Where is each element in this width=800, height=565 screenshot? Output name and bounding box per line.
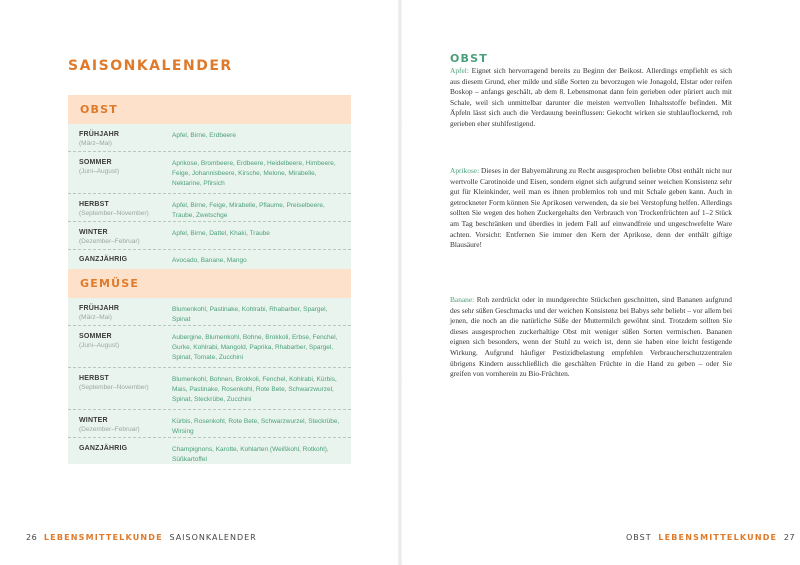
season-label: WINTER	[79, 229, 108, 236]
season-label: SOMMER	[79, 159, 112, 166]
table-row	[68, 152, 351, 194]
table-row	[68, 250, 351, 269]
paragraph-term: Apfel:	[450, 66, 469, 75]
table-row	[68, 194, 351, 222]
season-label: GANZJÄHRIG	[79, 445, 128, 452]
season-items: Aubergine, Blumenkohl, Bohne, Brokkoli, Erbse, Fenchel, Gurke, Kohlrabi, Mangold, Paprika, Rhabarber, Spargel, Spinat, Tomate, Zucchini	[172, 334, 338, 361]
paragraph-text: Roh zerdrückt oder in mundgerechte Stückchen geschnitten, sind Bananen aufgrund des sehr süßen Geschmacks und der weichen Konsistenz bei Babys sehr beliebt – vor allem bei jenen, die noch an die natürliche Süße der Muttermilch gewöhnt sind. Trotzdem sollten Sie dieses ausgesprochen zuckerhaltige Obst mit weniger süßen Sorten vermischen. Bananen eignen sich besonders, wenn der Stuhl zu weich ist, denn sie haben eine leicht festigende Wirkung. Aufgrund häufiger Pestizidbelastung empfehlen Verbraucherschutzzentralen übrigens Kindern ausschließlich die geschälten Früchte in die Hand zu geben – oder Sie greifen von vornherein zu Bio-Früchten.	[450, 295, 732, 379]
season-items: Kürbis, Rosenkohl, Rote Bete, Schwarzwurzel, Steckrübe, Wirsing	[172, 418, 340, 435]
paragraph-aprikose	[450, 166, 732, 251]
paragraph-banane	[450, 295, 732, 380]
season-items: Blumenkohl, Bohnen, Brokkoli, Fenchel, Kohlrabi, Kürbis, Mais, Pastinake, Rosenkohl, Rote Bete, Schwarzwurzel, Spinat, Steckrübe, Zucchini	[172, 376, 337, 403]
season-items: Aprikose, Brombeere, Erdbeere, Heidelbeere, Himbeere, Feige, Johannisbeere, Kirsche, Melone, Mirabelle, Nektarine, Pfirsich	[172, 160, 336, 187]
page-footer	[26, 533, 257, 542]
table-row	[68, 326, 351, 368]
paragraph-term: Aprikose:	[450, 166, 480, 175]
gemuese-table	[68, 298, 351, 464]
obst-table	[68, 124, 351, 269]
season-label: FRÜHJAHR	[79, 305, 120, 312]
table-row	[68, 410, 351, 438]
page-number: 26	[26, 533, 38, 542]
season-items: Blumenkohl, Pastinake, Kohlrabi, Rhabarber, Spargel, Spinat	[172, 306, 328, 323]
footer-section: SAISONKALENDER	[169, 533, 257, 542]
season-items: Apfel, Birne, Dattel, Khaki, Traube	[172, 230, 270, 237]
page-footer	[626, 533, 795, 542]
season-label: GANZJÄHRIG	[79, 256, 128, 263]
season-range: (März–Mai)	[79, 314, 112, 321]
table-row	[68, 222, 351, 250]
season-label: SOMMER	[79, 333, 112, 340]
season-range: (Juni–August)	[79, 168, 120, 175]
table-row	[68, 438, 351, 464]
season-label: HERBST	[79, 375, 109, 382]
section-heading: OBST	[450, 52, 488, 65]
page-title: SAISONKALENDER	[68, 58, 233, 74]
paragraph-text: Dieses in der Babyernährung zu Recht ausgesprochen beliebte Obst enthält nicht nur wertvolle Carotinoide und Eisen, sondern eignet sich aufgrund seiner weichen Konsistenz sehr gut für Kleinkinder, weil man es ihnen problemlos roh und mit Schale geben kann. Auch in getrockneter Form können Sie Aprikosen verwenden, da sie bei Verstopfung helfen. Allerdings sollten Sie wegen des hohen Zuckergehalts den Verbrauch von Trockenfrüchten auf 1–2 Stück am Tag beschränken und überdies in jedem Fall auf einwandfreie und ungeschwefelte Ware achten. Vorsicht: Entfernen Sie immer den Kern der Aprikose, denn der enthält giftige Blausäure!	[450, 166, 732, 250]
obst-heading: OBST	[68, 95, 351, 124]
season-range: (September–November)	[79, 384, 149, 391]
footer-chapter: LEBENSMITTELKUNDE	[658, 533, 778, 542]
paragraph-term: Banane:	[450, 295, 475, 304]
season-range: (Dezember–Februar)	[79, 238, 140, 245]
paragraph-apfel	[450, 66, 732, 130]
season-range: (Dezember–Februar)	[79, 426, 140, 433]
season-range: (März–Mai)	[79, 140, 112, 147]
season-range: (Juni–August)	[79, 342, 120, 349]
season-label: WINTER	[79, 417, 108, 424]
season-items: Apfel, Birne, Feige, Mirabelle, Pflaume, Preiselbeere, Traube, Zwetschge	[172, 202, 325, 219]
table-row	[68, 298, 351, 326]
season-label: HERBST	[79, 201, 109, 208]
footer-section: OBST	[626, 533, 652, 542]
season-label: FRÜHJAHR	[79, 131, 120, 138]
gemuese-heading: GEMÜSE	[68, 269, 351, 298]
season-range: (September–November)	[79, 210, 149, 217]
table-row	[68, 368, 351, 410]
season-items: Champignons, Karotte, Kohlarten (Weißkohl, Rotkohl), Süßkartoffel	[172, 446, 329, 463]
footer-chapter: LEBENSMITTELKUNDE	[43, 533, 163, 542]
season-items: Apfel, Birne, Erdbeere	[172, 132, 236, 139]
season-items: Avocado, Banane, Mango	[172, 257, 247, 264]
paragraph-text: Eignet sich hervorragend bereits zu Beginn der Beikost. Allerdings empfiehlt es sich aus diesem Grund, eher milde und süße Sorten zu bevorzugen wie Jonagold, Elstar oder reifen Boskop – anfangs geschält, ab dem 8. Lebensmonat dann fein gerieben oder püriert auch mit Schale, weil sich unmittelbar darunter die meisten wertvollen Inhaltsstoffe befinden. Mit Äpfeln lässt sich auch die Verdauung beeinflussen: Gekocht wirken sie stuhlauflockernd, roh gerieben eher stuhlfestigend.	[450, 66, 732, 128]
right-page	[400, 0, 800, 565]
table-row	[68, 124, 351, 152]
page-number: 27	[783, 533, 796, 542]
